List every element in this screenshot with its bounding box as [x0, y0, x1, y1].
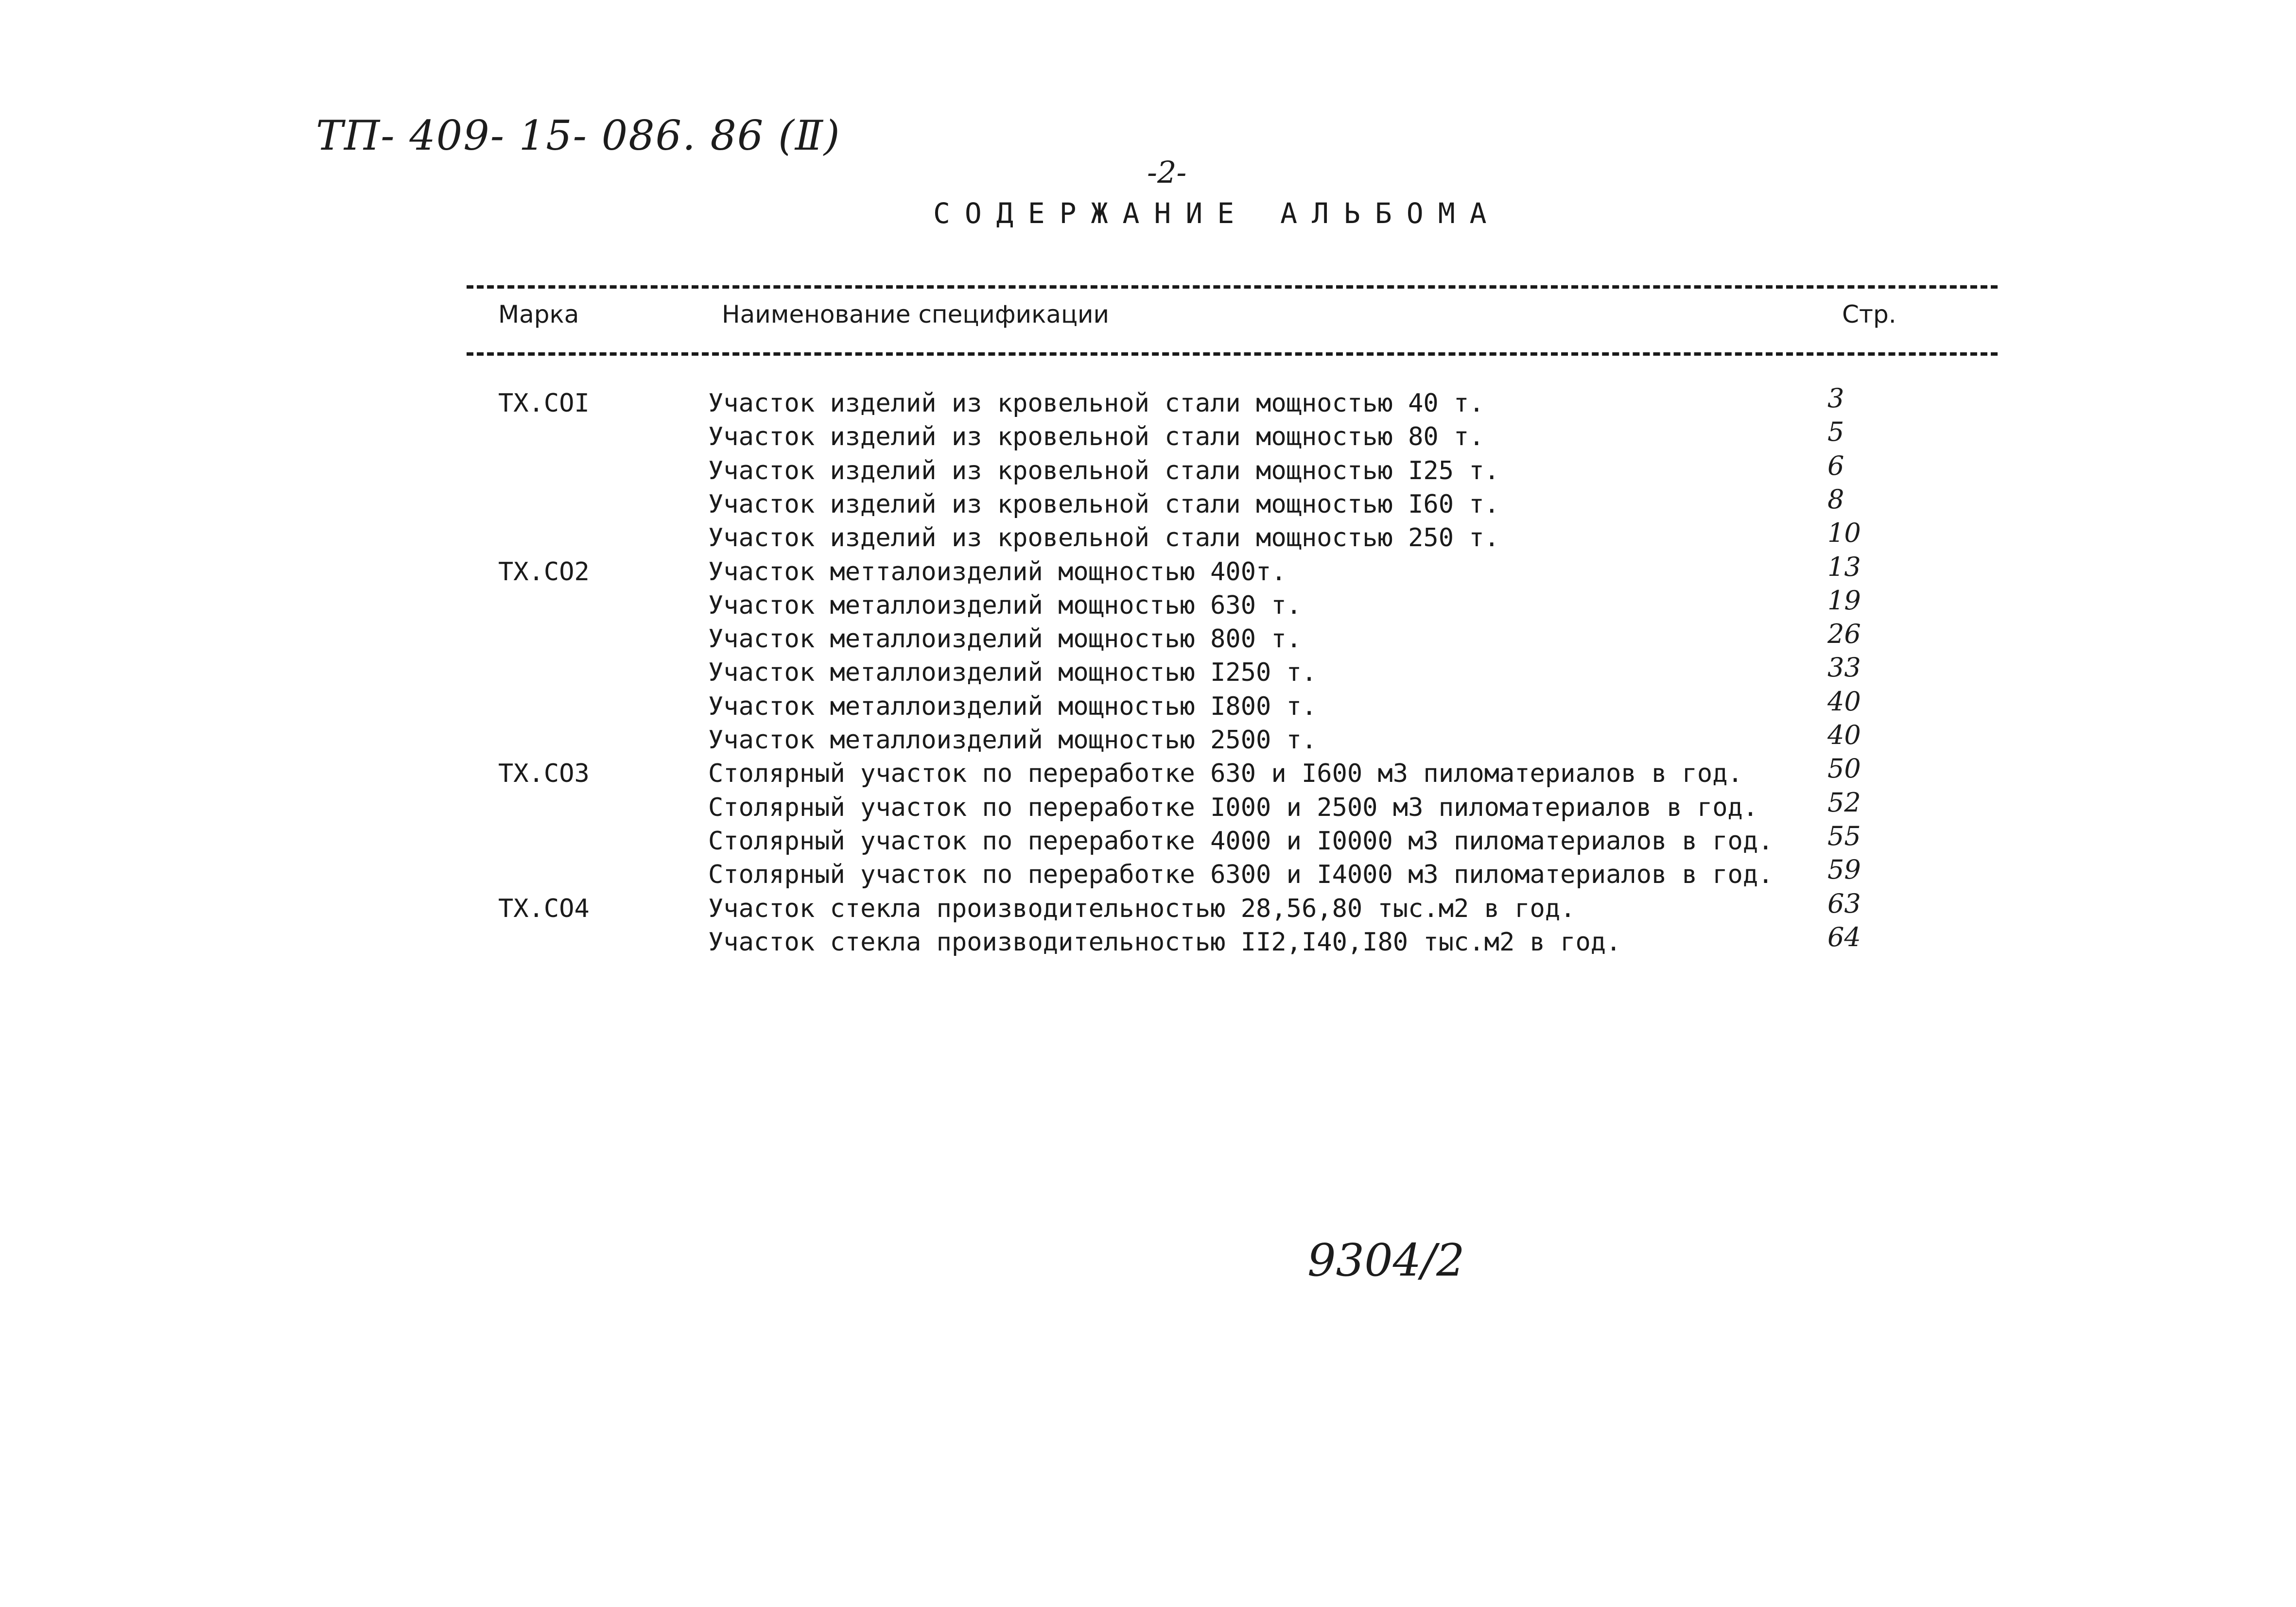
row-specification-name: Столярный участок по переработке I000 и 2500 м3 пиломатериалов в год. — [708, 793, 1758, 822]
row-page-number: 26 — [1827, 619, 1861, 649]
row-specification-name: Участок металлоизделий мощностью 2500 т. — [708, 726, 1317, 755]
inventory-number: 9304/2 — [1307, 1234, 1465, 1286]
album-title: СОДЕРЖАНИЕ АЛЬБОМА — [933, 197, 1501, 230]
table-row — [0, 821, 2296, 861]
column-header-page: Стр. — [1842, 300, 1896, 328]
row-specification-name: Участок металлоизделий мощностью 630 т. — [708, 591, 1302, 620]
row-specification-name: Участок метталоизделий мощностью 400т. — [708, 557, 1287, 587]
table-row — [0, 922, 2296, 962]
table-row — [0, 585, 2296, 625]
row-page-number: 40 — [1827, 686, 1861, 717]
row-page-number: 50 — [1827, 753, 1861, 784]
row-specification-name: Участок стекла производительностью 28,56,80 тыс.м2 в год. — [708, 894, 1576, 923]
row-page-number: 40 — [1827, 720, 1861, 750]
row-page-number: 8 — [1827, 484, 1844, 515]
row-mark: ТХ.СО4 — [498, 894, 590, 923]
row-page-number: 52 — [1827, 787, 1861, 818]
column-header-name: Наименование спецификации — [722, 300, 1110, 328]
table-row — [0, 518, 2296, 557]
table-row — [0, 552, 2296, 591]
row-mark: ТХ.СО3 — [498, 759, 590, 788]
row-mark: ТХ.СОI — [498, 389, 590, 418]
row-page-number: 64 — [1827, 922, 1861, 952]
row-specification-name: Столярный участок по переработке 6300 и I4000 м3 пиломатериалов в год. — [708, 860, 1774, 889]
row-specification-name: Столярный участок по переработке 4000 и I0000 м3 пиломатериалов в год. — [708, 827, 1774, 856]
table-row — [0, 619, 2296, 658]
row-specification-name: Участок стекла производительностью II2,I40,I80 тыс.м2 в год. — [708, 928, 1621, 957]
row-page-number: 5 — [1827, 416, 1844, 447]
row-page-number: 55 — [1827, 821, 1861, 851]
row-specification-name: Участок изделий из кровельной стали мощностью I25 т. — [708, 456, 1499, 485]
table-row — [0, 416, 2296, 456]
row-specification-name: Участок изделий из кровельной стали мощностью 40 т. — [708, 389, 1484, 418]
table-row — [0, 484, 2296, 524]
document-code: ТП- 409- 15- 086. 86 (Ⅱ) — [316, 112, 841, 159]
row-specification-name: Участок металлоизделий мощностью I250 т. — [708, 658, 1317, 687]
column-header-mark: Марка — [498, 300, 579, 328]
table-row — [0, 787, 2296, 827]
table-row — [0, 450, 2296, 490]
row-page-number: 59 — [1827, 854, 1861, 885]
table-row — [0, 383, 2296, 423]
table-row — [0, 854, 2296, 894]
table-row — [0, 652, 2296, 692]
row-specification-name: Участок изделий из кровельной стали мощностью 250 т. — [708, 523, 1499, 553]
row-page-number: 13 — [1827, 552, 1861, 582]
row-page-number: 33 — [1827, 652, 1861, 683]
row-page-number: 63 — [1827, 888, 1861, 919]
row-specification-name: Участок металлоизделий мощностью 800 т. — [708, 624, 1302, 654]
row-page-number: 10 — [1827, 518, 1861, 548]
table-row — [0, 888, 2296, 928]
row-page-number: 6 — [1827, 450, 1844, 481]
table-row — [0, 686, 2296, 726]
table-row — [0, 720, 2296, 760]
row-specification-name: Участок металлоизделий мощностью I800 т. — [708, 692, 1317, 721]
row-specification-name: Столярный участок по переработке 630 и I600 м3 пиломатериалов в год. — [708, 759, 1743, 788]
page-number: -2- — [1147, 155, 1187, 190]
row-specification-name: Участок изделий из кровельной стали мощностью I60 т. — [708, 490, 1499, 519]
table-row — [0, 753, 2296, 793]
row-page-number: 3 — [1827, 383, 1844, 414]
row-page-number: 19 — [1827, 585, 1861, 616]
row-mark: ТХ.СО2 — [498, 557, 590, 587]
row-specification-name: Участок изделий из кровельной стали мощностью 80 т. — [708, 422, 1484, 451]
